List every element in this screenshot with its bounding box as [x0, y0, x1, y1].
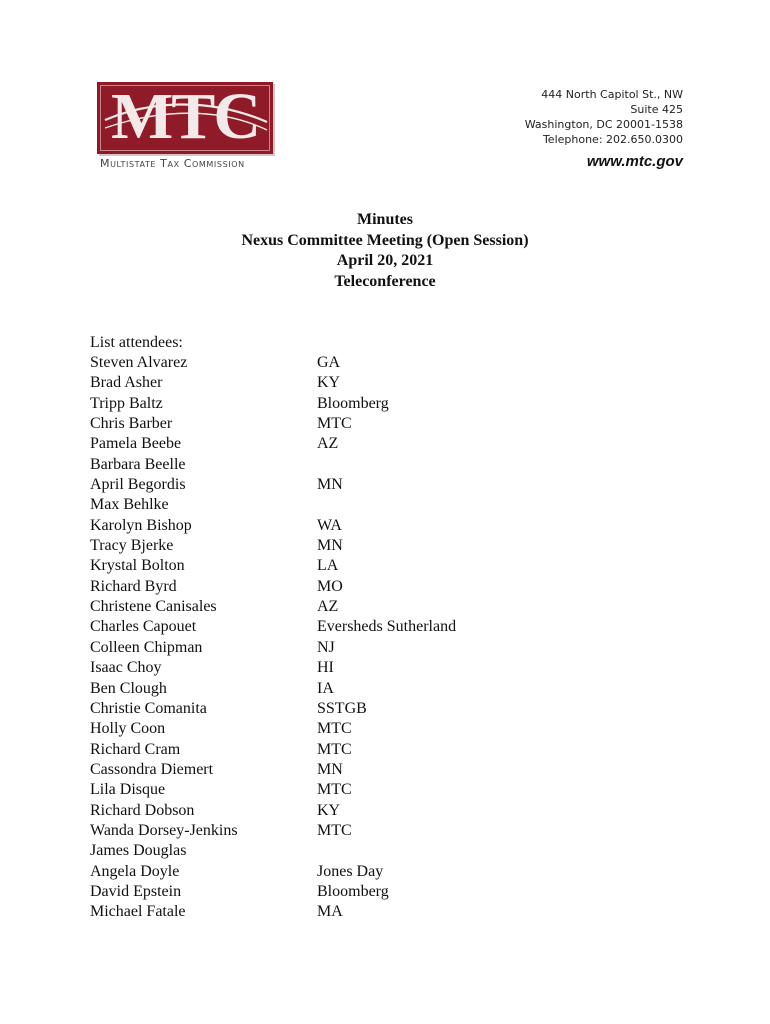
- attendee-organization: MN: [317, 537, 343, 555]
- title-location: Teleconference: [334, 272, 436, 290]
- attendee-row: [90, 719, 590, 739]
- address-line: 444 North Capitol St., NW: [541, 88, 683, 101]
- attendee-list: [90, 353, 590, 923]
- address-block: [525, 87, 683, 147]
- attendee-organization: Bloomberg: [317, 394, 389, 412]
- attendee-organization: LA: [317, 557, 339, 575]
- attendee-row: [90, 780, 590, 800]
- attendee-name: Brad Asher: [90, 374, 163, 392]
- attendees-heading: List attendees:: [90, 334, 183, 351]
- attendee-row: [90, 373, 590, 393]
- attendee-row: [90, 821, 590, 841]
- attendee-row: [90, 455, 590, 475]
- attendee-organization: [317, 455, 590, 475]
- attendee-organization: WA: [317, 516, 342, 534]
- telephone-line: Telephone: 202.650.0300: [542, 133, 683, 146]
- attendee-row: [90, 658, 590, 678]
- attendee-name: Chris Barber: [90, 415, 173, 433]
- attendee-name: Charles Capouet: [90, 618, 197, 636]
- website-link[interactable]: www.mtc.gov: [586, 153, 683, 170]
- attendee-name: David Epstein: [90, 882, 182, 900]
- attendee-name: Christie Comanita: [90, 699, 207, 717]
- attendee-name: Angela Doyle: [90, 862, 180, 880]
- attendee-name: Steven Alvarez: [90, 354, 188, 371]
- attendee-row: [90, 617, 590, 637]
- attendee-name: Pamela Beebe: [90, 435, 182, 453]
- attendee-row: [90, 902, 590, 922]
- logo-swoosh-icon: [97, 82, 273, 154]
- attendee-row: [90, 882, 590, 902]
- attendee-row: [90, 740, 590, 760]
- attendee-row: [90, 414, 590, 434]
- attendee-name: Ben Clough: [90, 679, 167, 697]
- attendee-name: April Begordis: [90, 476, 186, 494]
- attendee-organization: AZ: [317, 598, 339, 616]
- attendee-name: Michael Fatale: [90, 903, 186, 921]
- attendee-organization: MO: [317, 577, 343, 595]
- attendee-organization: [317, 495, 590, 515]
- attendee-name: James Douglas: [90, 842, 187, 860]
- logo-caption: Multistate Tax Commission: [100, 157, 245, 170]
- attendee-organization: Eversheds Sutherland: [317, 618, 457, 636]
- attendee-organization: SSTGB: [317, 699, 367, 717]
- address-line: Washington, DC 20001-1538: [524, 118, 683, 131]
- attendee-row: [90, 556, 590, 576]
- attendee-row: [90, 475, 590, 495]
- attendee-organization: KY: [317, 374, 341, 392]
- attendee-name: Wanda Dorsey-Jenkins: [90, 821, 238, 839]
- attendee-organization: MTC: [317, 781, 352, 799]
- attendee-organization: AZ: [317, 435, 339, 453]
- attendee-name: Krystal Bolton: [90, 557, 185, 575]
- attendee-organization: NJ: [317, 638, 335, 656]
- attendee-row: [90, 353, 590, 373]
- attendee-organization: KY: [317, 801, 341, 819]
- attendee-row: [90, 536, 590, 556]
- attendee-name: Richard Byrd: [90, 577, 177, 595]
- attendee-organization: GA: [317, 354, 341, 371]
- attendee-row: [90, 699, 590, 719]
- attendee-organization: MN: [317, 476, 343, 494]
- attendee-name: Tripp Baltz: [90, 394, 163, 412]
- attendee-organization: [317, 841, 590, 861]
- attendee-row: [90, 577, 590, 597]
- attendee-name: Richard Cram: [90, 740, 181, 758]
- attendee-name: Max Behlke: [90, 496, 169, 514]
- attendee-row: [90, 516, 590, 536]
- attendee-row: [90, 495, 590, 515]
- attendee-row: [90, 597, 590, 617]
- attendee-row: [90, 638, 590, 658]
- attendee-row: [90, 760, 590, 780]
- document-title: [0, 210, 770, 292]
- attendee-row: [90, 862, 590, 882]
- attendee-row: [90, 394, 590, 414]
- attendee-name: Holly Coon: [90, 720, 166, 738]
- attendee-row: [90, 801, 590, 821]
- attendee-organization: Bloomberg: [317, 882, 389, 900]
- title-minutes: Minutes: [357, 211, 413, 228]
- attendee-name: Karolyn Bishop: [90, 516, 192, 534]
- attendee-name: Christene Canisales: [90, 598, 217, 616]
- logo-text: MTC: [111, 82, 259, 153]
- attendee-organization: IA: [317, 679, 334, 697]
- attendee-organization: MA: [317, 903, 343, 921]
- attendee-organization: MTC: [317, 720, 352, 738]
- attendee-row: [90, 434, 590, 454]
- attendee-name: Isaac Choy: [90, 659, 162, 677]
- attendee-name: Barbara Beelle: [90, 455, 186, 473]
- attendee-organization: MTC: [317, 821, 352, 839]
- attendee-name: Colleen Chipman: [90, 638, 203, 656]
- attendee-organization: Jones Day: [317, 862, 384, 880]
- attendee-name: Cassondra Diemert: [90, 760, 214, 778]
- attendee-organization: MTC: [317, 740, 352, 758]
- attendee-organization: MN: [317, 760, 343, 778]
- attendee-row: [90, 679, 590, 699]
- mtc-logo: [97, 82, 273, 154]
- title-meeting: Nexus Committee Meeting (Open Session): [241, 231, 529, 249]
- attendee-name: Tracy Bjerke: [90, 537, 174, 555]
- attendee-row: [90, 841, 590, 861]
- title-date: April 20, 2021: [336, 252, 434, 269]
- attendee-name: Lila Disque: [90, 781, 166, 799]
- attendee-organization: HI: [317, 659, 334, 677]
- attendee-name: Richard Dobson: [90, 801, 195, 819]
- address-line: Suite 425: [630, 103, 683, 116]
- attendee-organization: MTC: [317, 415, 352, 433]
